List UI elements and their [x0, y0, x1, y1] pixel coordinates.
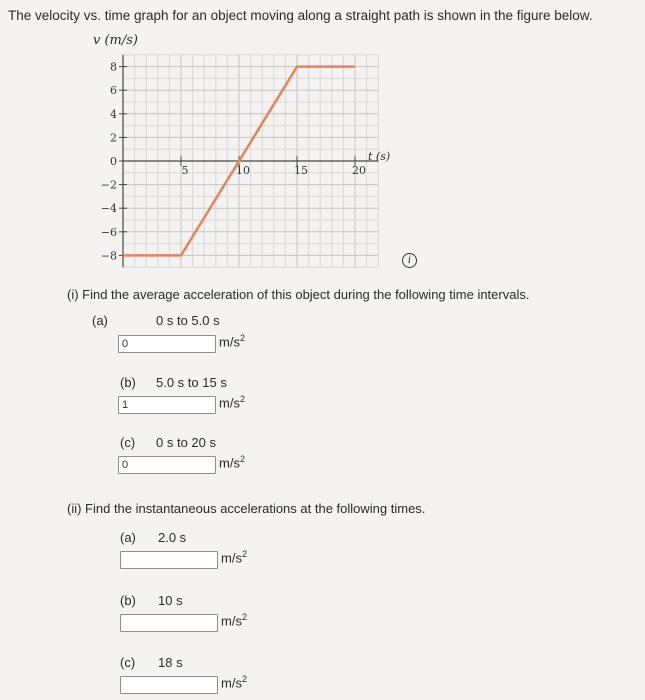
part-i-a-unit: $m/s^2$ — [219, 333, 245, 350]
y-tick-label: 0 — [110, 155, 117, 168]
part-i-a-interval: 0 s to 5.0 s — [156, 313, 220, 328]
part-i-c-letter: (c) — [120, 435, 136, 450]
problem-statement: The velocity vs. time graph for an object moving along a straight path is shown in the figure below. — [8, 8, 593, 23]
part-ii-b-input[interactable] — [120, 614, 218, 632]
part-ii-c-time: 18 s — [158, 655, 183, 670]
part-i-c-unit: $m/s^2$ — [219, 454, 245, 471]
y-tick-label: −6 — [100, 225, 117, 239]
velocity-time-chart — [0, 0, 645, 290]
part-i-a-letter: (a) — [92, 313, 108, 328]
part-i-c-input[interactable] — [118, 456, 216, 474]
x-tick-label: 5 — [181, 164, 189, 177]
y-axis-label: v (m/s) — [93, 33, 138, 48]
part-ii-b-time: 10 s — [158, 593, 183, 608]
x-tick-label: 20 — [352, 164, 366, 177]
part-ii-b-unit: $m/s^2$ — [221, 612, 247, 629]
y-tick-label: 8 — [110, 60, 117, 74]
part-i-a-input[interactable] — [118, 335, 216, 353]
part-ii-a-unit: $m/s^2$ — [221, 549, 247, 566]
part-i-b-interval: 5.0 s to 15 s — [156, 375, 227, 390]
y-tick-label: 6 — [110, 84, 117, 98]
part-ii-a-time: 2.0 s — [158, 530, 187, 545]
part-ii-c-letter: (c) — [120, 655, 136, 670]
part-ii-b-letter: (b) — [120, 593, 136, 608]
y-tick-label: 2 — [110, 131, 117, 145]
y-tick-label: −8 — [100, 249, 117, 263]
part-ii-c-input[interactable] — [120, 676, 218, 694]
part-i-c-interval: 0 s to 20 s — [156, 435, 216, 450]
part-ii-c-unit: $m/s^2$ — [221, 674, 247, 691]
part-ii-a-letter: (a) — [120, 530, 136, 545]
x-tick-label: 15 — [294, 164, 308, 177]
part-i-b-letter: (b) — [120, 375, 136, 390]
y-tick-label: 4 — [110, 107, 117, 121]
info-icon[interactable]: i — [402, 253, 417, 268]
part-i-b-input[interactable] — [118, 396, 216, 414]
part-ii-a-input[interactable] — [120, 551, 218, 569]
part-i-b-unit: $m/s^2$ — [219, 394, 245, 411]
x-axis-label: t (s) — [368, 150, 391, 163]
part-i-prompt: (i) Find the average acceleration of this object during the following time intervals. — [67, 287, 530, 302]
y-tick-label: −2 — [100, 178, 117, 192]
part-ii-prompt: (ii) Find the instantaneous accelerations at the following times. — [67, 501, 426, 516]
y-tick-label: −4 — [100, 202, 117, 216]
x-tick-label: 10 — [236, 164, 250, 177]
